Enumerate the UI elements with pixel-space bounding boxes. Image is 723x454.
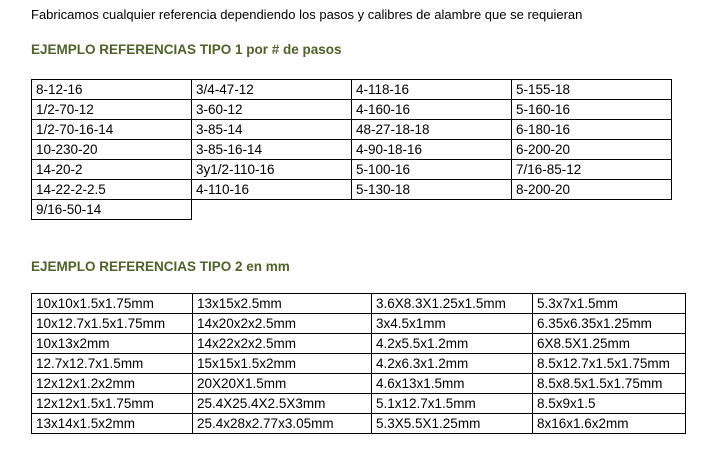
table-cell: 7/16-85-12 bbox=[512, 160, 672, 180]
table-cell: 10-230-20 bbox=[32, 140, 192, 160]
table-cell: 14x22x2x2.5mm bbox=[193, 334, 372, 354]
table-cell: 6.35x6.35x1.25mm bbox=[533, 314, 686, 334]
table-row bbox=[32, 374, 686, 394]
table-cell: 3-85-14 bbox=[192, 120, 352, 140]
table-cell: 10x13x2mm bbox=[32, 334, 193, 354]
table-cell: 4-118-16 bbox=[352, 80, 512, 100]
table-cell: 4-160-16 bbox=[352, 100, 512, 120]
table-row bbox=[32, 160, 672, 180]
table-row bbox=[32, 80, 672, 100]
table-cell: 9/16-50-14 bbox=[32, 200, 192, 220]
empty-cell bbox=[512, 200, 672, 220]
table-cell: 8x16x1.6x2mm bbox=[533, 414, 686, 434]
table-cell: 12.7x12.7x1.5mm bbox=[32, 354, 193, 374]
table-cell: 25.4x28x2.77x3.05mm bbox=[193, 414, 372, 434]
table-cell: 8-12-16 bbox=[32, 80, 192, 100]
table-cell: 4.6x13x1.5mm bbox=[372, 374, 533, 394]
table-row bbox=[32, 394, 686, 414]
table-cell: 6X8.5X1.25mm bbox=[533, 334, 686, 354]
table-cell: 25.4X25.4X2.5X3mm bbox=[193, 394, 372, 414]
section-1-heading: EJEMPLO REFERENCIAS TIPO 1 por # de pasos bbox=[31, 42, 342, 57]
table-cell: 3x4.5x1mm bbox=[372, 314, 533, 334]
table-cell: 3.6X8.3X1.25x1.5mm bbox=[372, 294, 533, 314]
table-cell: 13x15x2.5mm bbox=[193, 294, 372, 314]
references-type-1-table bbox=[31, 79, 672, 220]
table-cell: 5-100-16 bbox=[352, 160, 512, 180]
table-cell: 6-180-16 bbox=[512, 120, 672, 140]
table-row bbox=[32, 120, 672, 140]
table-cell: 1/2-70-12 bbox=[32, 100, 192, 120]
table-cell: 8-200-20 bbox=[512, 180, 672, 200]
intro-text: Fabricamos cualquier referencia dependiendo los pasos y calibres de alambre que se requieran bbox=[31, 7, 583, 22]
table-row bbox=[32, 100, 672, 120]
section-2-heading: EJEMPLO REFERENCIAS TIPO 2 en mm bbox=[31, 259, 290, 274]
table-cell: 12x12x1.2x2mm bbox=[32, 374, 193, 394]
empty-cell bbox=[352, 200, 512, 220]
table-cell: 14-20-2 bbox=[32, 160, 192, 180]
table-cell: 3/4-47-12 bbox=[192, 80, 352, 100]
table-cell: 14x20x2x2.5mm bbox=[193, 314, 372, 334]
table-cell: 5-160-16 bbox=[512, 100, 672, 120]
table-cell: 4-90-18-16 bbox=[352, 140, 512, 160]
references-type-2-table bbox=[31, 293, 686, 434]
table-row bbox=[32, 354, 686, 374]
table-cell: 5-130-18 bbox=[352, 180, 512, 200]
table-cell: 3-60-12 bbox=[192, 100, 352, 120]
table-cell: 6-200-20 bbox=[512, 140, 672, 160]
table-cell: 8.5x8.5x1.5x1.75mm bbox=[533, 374, 686, 394]
table-row bbox=[32, 200, 672, 220]
table-row bbox=[32, 334, 686, 354]
table-cell: 48-27-18-18 bbox=[352, 120, 512, 140]
table-cell: 8.5x9x1.5 bbox=[533, 394, 686, 414]
table-cell: 5.3X5.5X1.25mm bbox=[372, 414, 533, 434]
table-cell: 20X20X1.5mm bbox=[193, 374, 372, 394]
table-cell: 8.5x12.7x1.5x1.75mm bbox=[533, 354, 686, 374]
table-cell: 5.1x12.7x1.5mm bbox=[372, 394, 533, 414]
table-cell: 12x12x1.5x1.75mm bbox=[32, 394, 193, 414]
table-cell: 3-85-16-14 bbox=[192, 140, 352, 160]
table-row bbox=[32, 314, 686, 334]
table-cell: 13x14x1.5x2mm bbox=[32, 414, 193, 434]
table-cell: 15x15x1.5x2mm bbox=[193, 354, 372, 374]
empty-cell bbox=[192, 200, 352, 220]
table-cell: 4.2x6.3x1.2mm bbox=[372, 354, 533, 374]
table-row bbox=[32, 414, 686, 434]
table-cell: 5-155-18 bbox=[512, 80, 672, 100]
table-cell: 10x10x1.5x1.75mm bbox=[32, 294, 193, 314]
table-row bbox=[32, 180, 672, 200]
table-cell: 1/2-70-16-14 bbox=[32, 120, 192, 140]
table-cell: 4-110-16 bbox=[192, 180, 352, 200]
table-row bbox=[32, 140, 672, 160]
table-cell: 4.2x5.5x1.2mm bbox=[372, 334, 533, 354]
table-cell: 14-22-2-2.5 bbox=[32, 180, 192, 200]
table-cell: 5.3x7x1.5mm bbox=[533, 294, 686, 314]
table-row bbox=[32, 294, 686, 314]
table-cell: 10x12.7x1.5x1.75mm bbox=[32, 314, 193, 334]
table-cell: 3y1/2-110-16 bbox=[192, 160, 352, 180]
